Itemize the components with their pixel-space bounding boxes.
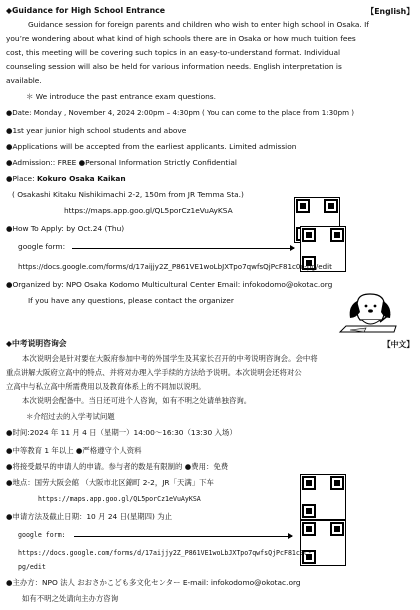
chinese-time: ●时间:2024 年 11 月 4 日（星期一）14:00～16:30（13:30 入场） [6, 428, 237, 437]
english-target: ●1st year junior high school students and above [6, 126, 187, 135]
chinese-organizer: ●主办方：NPO 法人 おおさかこども多文化センター E-mail: infokodomo@okotac.org [6, 578, 301, 587]
chinese-form-link-continued[interactable]: pg/edit [18, 563, 46, 571]
english-contact-note: If you have any questions, please contact the organizer [28, 296, 234, 305]
english-exam-note: ＊ We introduce the past entrance exam questions. [26, 92, 217, 101]
chinese-google-form-label: google form: [18, 531, 66, 539]
english-form-link[interactable]: https://docs.google.com/forms/d/17aijjy2Z_P861VE1woLbJXTpo7qwfsQjPcF81c0c-pg/edit [18, 262, 332, 271]
chinese-form-qr-code[interactable] [300, 520, 346, 566]
arrow-to-form-qr [74, 536, 292, 537]
chinese-target: ●中等教育 1 年以上 ●严格遵守个人资料 [6, 446, 142, 455]
english-address: ( Osakashi Kitaku Nishikimachi 2-2, 150m from JR Temma Sta.) [12, 190, 244, 199]
chinese-intro-line: 本次说明会配备中。当日还可进个人咨询，如有不明之处请单独咨询。 [22, 396, 252, 405]
english-intro-line: Guidance session for foreign parents and children who wish to enter high school in Osaka. If [28, 20, 369, 29]
chinese-form-link[interactable]: https://docs.google.com/forms/d/17aijjy2Z_P861VE1woLbJXTpo7qwfsQjPcF81c0c- [18, 549, 312, 557]
dog-mascot-illustration [336, 292, 402, 336]
english-applications: ●Applications will be accepted from the earliest applicants. Limited admission [6, 142, 297, 151]
chinese-map-link[interactable]: https://maps.app.goo.gl/QL5porCz1eVuAyKSA [38, 495, 201, 503]
english-map-link[interactable]: https://maps.app.goo.gl/QL5porCz1eVuAyKSA [64, 206, 233, 215]
arrow-to-form-qr [72, 248, 294, 249]
english-intro-line: available. [6, 76, 42, 85]
chinese-exam-note: ＊介绍过去的入学考试问题 [26, 412, 115, 421]
english-admission: ●Admission:: FREE ●Personal Information Strictly Confidential [6, 158, 237, 167]
chinese-applications: ●将接受最早的申请人的申请。参与者的数是有限制的 ●费用：免费 [6, 462, 229, 471]
english-place-name: Kokuro Osaka Kaikan [36, 174, 126, 183]
chinese-intro-line: 重点讲解大阪府立高中的特点、并将对办理入学手续的方法给予说明。本次说明会还将对公 [6, 368, 302, 377]
english-title: ◆Guidance for High School Entrance [6, 6, 166, 15]
english-intro-line: counseling session will also be held for various information needs. English interpretation is [6, 62, 342, 71]
chinese-language-tag: 【中文】 [382, 340, 414, 349]
chinese-map-qr-code[interactable] [300, 474, 346, 520]
english-date: ●Date: Monday , November 4, 2024 2:00pm – 4:30pm ( You can come to the place from 1:30pm ) [6, 108, 355, 117]
english-intro-line: cost, this meeting will be covering such topics in an easy-to-understand format. Individual [6, 48, 341, 57]
english-place-label: ●Place: [6, 174, 37, 183]
english-how-to-apply: ●How To Apply: by Oct.24 (Thu) [6, 224, 125, 233]
english-intro-line: you’re wondering about what kind of high schools there are in Osaka or how much tuition fees [6, 34, 356, 43]
chinese-place: ●地点：国劳大阪会館 （大阪市北区錦町 2-2，JR「天满」下车 [6, 478, 214, 487]
english-language-tag: 【English】 [366, 7, 414, 16]
chinese-title: ◆中考说明咨询会 [6, 339, 67, 348]
english-place [6, 174, 126, 184]
chinese-intro-line: 立高中与私立高中所需费用以及教育体系上的不同加以说明。 [6, 382, 206, 391]
chinese-intro-line: 本次说明会是针对要在大阪府参加中考的外国学生及其家长召开的中考说明咨询会。会中将 [22, 354, 318, 363]
chinese-contact-note: 如有不明之处请向主办方咨询 [22, 594, 119, 603]
english-organizer: ●Organized by: NPO Osaka Kodomo Multicultural Center Email: infokodomo@okotac.org [6, 280, 333, 289]
chinese-how-to-apply: ●申请方法及截止日期：10 月 24 日(星期四) 为止 [6, 512, 173, 521]
english-google-form-label: google form: [18, 242, 66, 251]
